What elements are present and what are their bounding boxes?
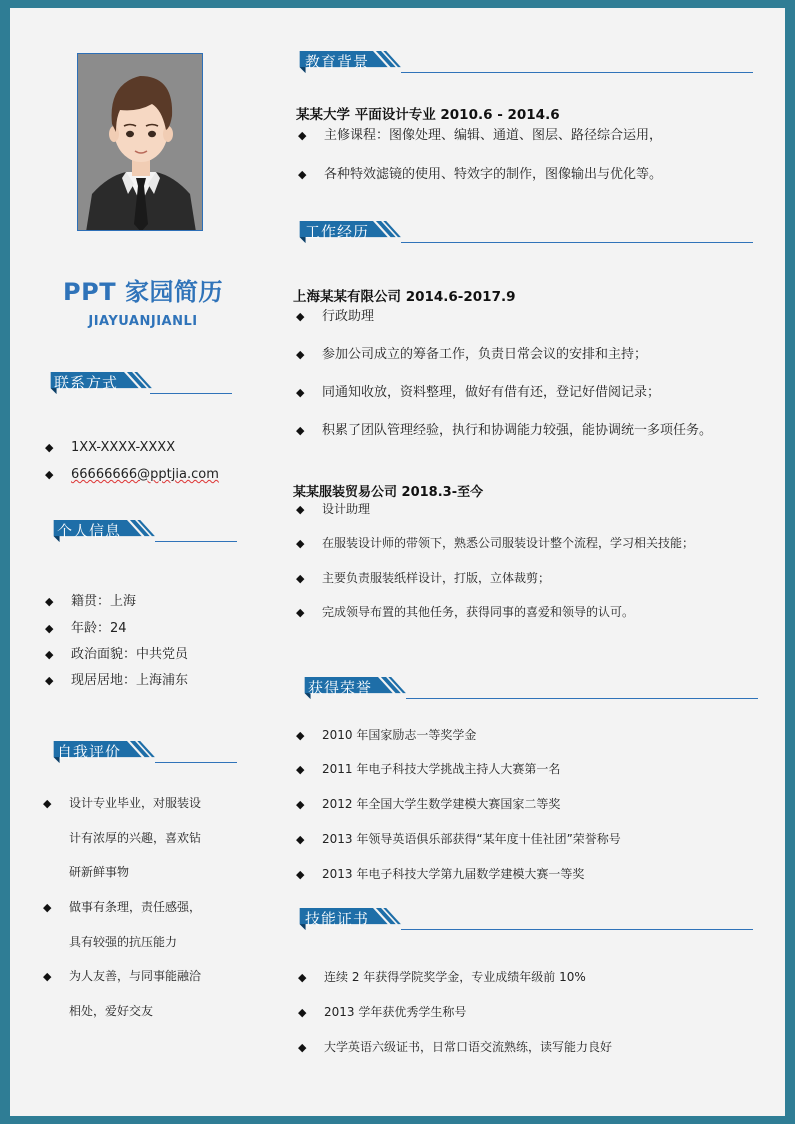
personal-section-title: 个人信息 [57, 522, 122, 540]
diamond-icon: ◆ [45, 468, 54, 481]
diamond-icon: ◆ [296, 503, 305, 516]
job-item-text: 同通知收放，资料整理，做好有借有还，登记好借阅记录； [322, 385, 661, 400]
education-section-title: 教育背景 [305, 53, 370, 71]
name-pinyin: JIAYUANJIANLI [88, 314, 198, 329]
diamond-icon: ◆ [296, 606, 305, 619]
job-item-text: 完成领导布置的其他任务，获得同事的喜爱和领导的认可。 [322, 605, 635, 619]
diamond-icon: ◆ [45, 595, 54, 608]
diamond-icon: ◆ [43, 901, 52, 914]
section-rule [401, 929, 753, 930]
job-item-text: 积累了团队管理经验，执行和协调能力较强，能协调统一多项任务。 [322, 423, 713, 438]
job-heading: 上海某某有限公司 2014.6-2017.9 [293, 289, 516, 305]
contact-section-header [32, 372, 232, 396]
diamond-icon: ◆ [298, 1006, 307, 1019]
work-section-title: 工作经历 [305, 223, 370, 241]
skill-item [298, 1038, 612, 1055]
diamond-icon: ◆ [296, 763, 305, 776]
education-section-header [281, 51, 753, 75]
self-eval-line: 具有较强的抗压能力 [69, 935, 178, 949]
self-eval-line [43, 898, 201, 915]
job-item-text: 主要负责服装纸样设计，打版，立体裁剪； [322, 571, 551, 585]
honor-item-text: 2012 年全国大学生数学建模大赛国家二等奖 [322, 797, 561, 811]
self-eval-text: 做事有条理，责任感强， [69, 900, 202, 914]
skill-item-text: 大学英语六级证书，日常口语交流熟练，读写能力良好 [324, 1040, 613, 1054]
honor-item-text: 2011 年电子科技大学挑战主持人大赛第一名 [322, 762, 561, 776]
diamond-icon: ◆ [298, 129, 307, 142]
self-eval-section-header [35, 741, 237, 765]
job-item-text: 设计助理 [322, 502, 371, 516]
education-item [298, 163, 662, 182]
section-rule [150, 393, 232, 394]
resume-page [10, 8, 785, 1116]
diamond-icon: ◆ [296, 729, 305, 742]
section-rule [401, 72, 753, 73]
section-rule [406, 698, 758, 699]
self-eval-line [43, 794, 201, 811]
personal-item-text: 籍贯：上海 [71, 594, 137, 609]
job-item [296, 419, 712, 438]
section-rule [155, 541, 237, 542]
skill-item-text: 2013 学年获优秀学生称号 [324, 1005, 467, 1019]
job-item-text: 参加公司成立的筹备工作，负责日常会议的安排和主持； [322, 347, 648, 362]
diamond-icon: ◆ [296, 386, 305, 399]
education-item-text: 各种特效滤镜的使用、特效字的制作，图像输出与优化等。 [324, 167, 663, 182]
diamond-icon: ◆ [43, 970, 52, 983]
diamond-icon: ◆ [45, 674, 54, 687]
personal-item [45, 643, 188, 662]
honor-item [296, 830, 621, 847]
contact-section-title: 联系方式 [54, 374, 119, 392]
contact-phone [45, 440, 175, 455]
work-section-header [281, 221, 753, 245]
personal-item-text: 现居居地：上海浦东 [71, 673, 189, 688]
job-item [296, 500, 370, 517]
job-item [296, 343, 647, 362]
personal-item [45, 590, 136, 609]
personal-item-text: 年龄：24 [71, 621, 127, 636]
education-item-text: 主修课程：图像处理、编辑、通道、图层、路径综合运用， [324, 128, 663, 143]
job-item [296, 305, 374, 324]
job-item [296, 569, 550, 586]
diamond-icon: ◆ [45, 622, 54, 635]
skill-item [298, 1003, 466, 1020]
job-item [296, 603, 634, 620]
honor-item-text: 2010 年国家励志一等奖学金 [322, 728, 477, 742]
diamond-icon: ◆ [296, 572, 305, 585]
diamond-icon: ◆ [296, 798, 305, 811]
diamond-icon: ◆ [296, 868, 305, 881]
self-eval-section-title: 自我评价 [57, 743, 122, 761]
diamond-icon: ◆ [296, 424, 305, 437]
diamond-icon: ◆ [296, 833, 305, 846]
diamond-icon: ◆ [43, 797, 52, 810]
skill-item-text: 连续 2 年获得学院奖学金，专业成绩年级前 10% [324, 970, 586, 984]
diamond-icon: ◆ [296, 537, 305, 550]
diamond-icon: ◆ [298, 971, 307, 984]
personal-item [45, 669, 188, 688]
avatar-illustration [78, 54, 203, 231]
self-eval-line: 相处，爱好交友 [69, 1004, 154, 1018]
self-eval-text: 为人友善，与同事能融洽 [69, 969, 202, 983]
diamond-icon: ◆ [296, 348, 305, 361]
honor-item-text: 2013 年电子科技大学第九届数学建模大赛一等奖 [322, 867, 585, 881]
email-text: 66666666@pptjia.com [71, 467, 219, 482]
section-rule [401, 242, 753, 243]
skill-item [298, 968, 586, 985]
job-item-text: 行政助理 [322, 309, 375, 324]
skills-section-header [281, 908, 753, 932]
job-heading: 某某服装贸易公司 2018.3-至今 [293, 485, 484, 500]
job-item [296, 381, 660, 400]
diamond-icon: ◆ [298, 168, 307, 181]
personal-item [45, 617, 127, 636]
diamond-icon: ◆ [45, 441, 54, 454]
contact-email [45, 467, 219, 482]
honor-item [296, 760, 560, 777]
avatar [77, 53, 203, 231]
honor-item [296, 726, 476, 743]
self-eval-line: 研新鲜事物 [69, 865, 130, 879]
skills-section-title: 技能证书 [305, 910, 370, 928]
section-rule [155, 762, 237, 763]
self-eval-line [43, 967, 201, 984]
honor-item-text: 2013 年领导英语俱乐部获得“某年度十佳社团”荣誉称号 [322, 832, 621, 846]
job-item [296, 534, 694, 551]
personal-section-header [35, 520, 237, 544]
diamond-icon: ◆ [296, 310, 305, 323]
honors-section-title: 获得荣誉 [308, 679, 373, 697]
diamond-icon: ◆ [45, 648, 54, 661]
self-eval-text: 设计专业毕业，对服装设 [69, 796, 202, 810]
job-item-text: 在服装设计师的带领下，熟悉公司服装设计整个流程，学习相关技能； [322, 536, 695, 550]
education-item [298, 124, 662, 143]
personal-item-text: 政治面貌：中共党员 [71, 647, 189, 662]
self-eval-line: 计有浓厚的兴趣，喜欢钻 [69, 831, 202, 845]
honors-section-header [286, 677, 758, 701]
honor-item [296, 865, 584, 882]
phone-text: 1XX-XXXX-XXXX [71, 440, 176, 455]
education-heading: 某某大学 平面设计专业 2010.6 - 2014.6 [296, 107, 560, 123]
diamond-icon: ◆ [298, 1041, 307, 1054]
full-name: PPT 家园简历 [63, 278, 223, 306]
honor-item [296, 795, 560, 812]
